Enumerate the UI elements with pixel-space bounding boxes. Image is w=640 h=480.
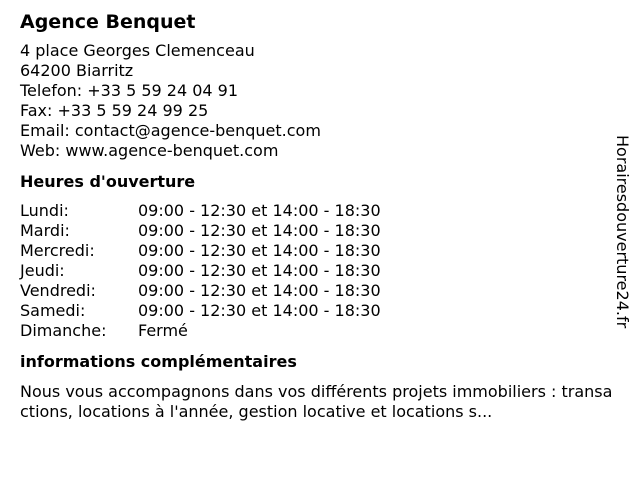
email-row [20, 121, 620, 141]
day-label: Lundi: [20, 201, 69, 220]
hours-heading: Heures d'ouverture [20, 172, 196, 191]
hours-row-saturday [20, 301, 620, 321]
day-label: Jeudi: [20, 261, 65, 280]
time-value: 09:00 - 12:30 et 14:00 - 18:30 [138, 201, 381, 220]
web-row [20, 141, 620, 161]
day-label: Samedi: [20, 301, 86, 320]
time-value: 09:00 - 12:30 et 14:00 - 18:30 [138, 241, 381, 260]
opening-hours-table [20, 201, 620, 341]
time-value: 09:00 - 12:30 et 14:00 - 18:30 [138, 301, 381, 320]
hours-row-tuesday [20, 221, 620, 241]
email-label: Email: [20, 121, 75, 140]
info-description: Nous vous accompagnons dans vos différents projets immobiliers : transactions, locations à l'année, gestion locative et locations s... [20, 382, 613, 421]
agency-card [20, 10, 620, 422]
fax-number: Fax: +33 5 59 24 99 25 [20, 101, 209, 120]
website-link[interactable]: www.agence-benquet.com [65, 141, 279, 160]
time-value: Fermé [138, 321, 188, 340]
time-value: 09:00 - 12:30 et 14:00 - 18:30 [138, 221, 381, 240]
address-line-1: 4 place Georges Clemenceau [20, 41, 255, 60]
email-link[interactable]: contact@agence-benquet.com [74, 121, 321, 140]
day-label: Mardi: [20, 221, 70, 240]
agency-name: Agence Benquet [20, 11, 196, 33]
phone-number: Telefon: +33 5 59 24 04 91 [20, 81, 239, 100]
time-value: 09:00 - 12:30 et 14:00 - 18:30 [138, 261, 381, 280]
time-value: 09:00 - 12:30 et 14:00 - 18:30 [138, 281, 381, 300]
hours-row-friday [20, 281, 620, 301]
site-watermark: Horairesdouverture24.fr [613, 135, 632, 329]
hours-row-wednesday [20, 241, 620, 261]
web-label: Web: [20, 141, 66, 160]
hours-row-monday [20, 201, 620, 221]
hours-row-sunday [20, 321, 620, 341]
day-label: Mercredi: [20, 241, 95, 260]
day-label: Vendredi: [20, 281, 96, 300]
info-heading: informations complémentaires [20, 352, 297, 371]
address-line-2: 64200 Biarritz [20, 61, 134, 80]
day-label: Dimanche: [20, 321, 107, 340]
hours-row-thursday [20, 261, 620, 281]
